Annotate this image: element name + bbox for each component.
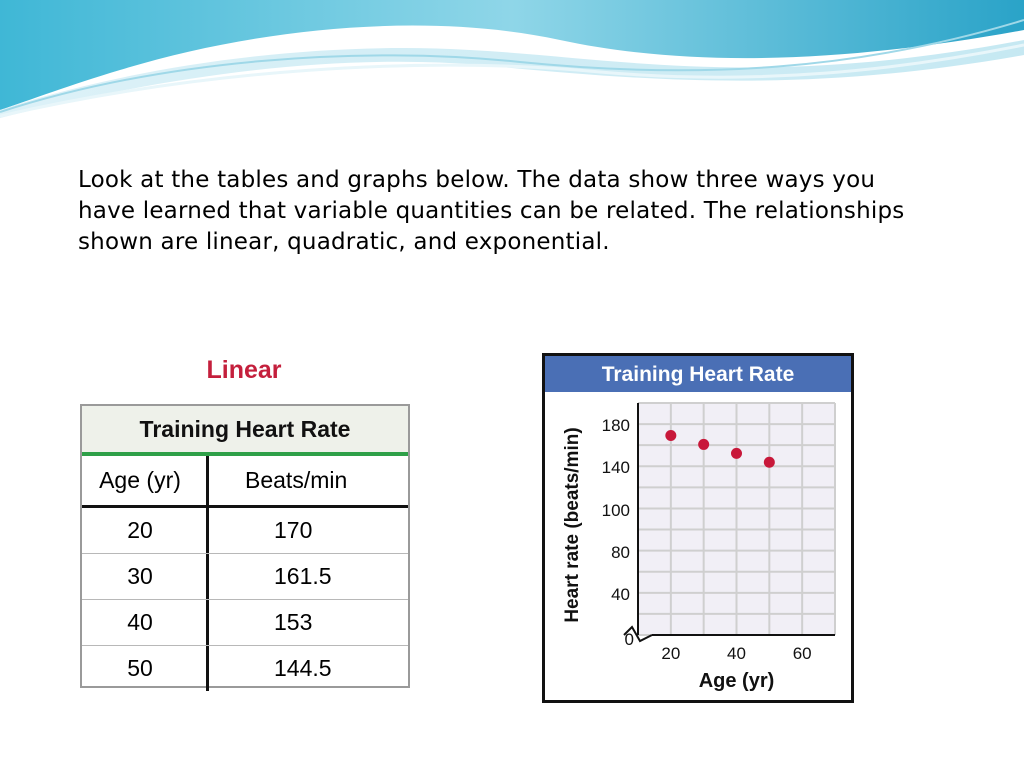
table-row (82, 646, 408, 691)
data-point (698, 439, 709, 450)
origin-label: 0 (624, 630, 634, 649)
table-row (82, 554, 408, 600)
x-axis-label: Age (yr) (698, 670, 775, 692)
table-title: Training Heart Rate (82, 406, 408, 456)
y-tick-label: 80 (611, 543, 630, 562)
beats-cell: 170 (274, 517, 313, 543)
linear-label: Linear (78, 350, 410, 398)
column-header-beats: Beats/min (245, 467, 348, 493)
age-cell: 20 (82, 508, 209, 553)
age-cell: 40 (82, 600, 209, 645)
heart-rate-table (80, 404, 410, 688)
beats-cell: 161.5 (274, 563, 332, 589)
y-tick-label: 180 (601, 416, 630, 435)
age-cell: 30 (82, 554, 209, 599)
x-tick-label: 40 (727, 644, 746, 663)
chart-title: Training Heart Rate (601, 363, 795, 386)
table-header-row (82, 456, 408, 508)
data-point (731, 448, 742, 459)
header-wave-decoration (0, 0, 1024, 120)
data-point (764, 457, 775, 468)
y-tick-label: 40 (611, 585, 630, 604)
column-header-age: Age (yr) (82, 456, 209, 505)
age-cell: 50 (82, 646, 209, 691)
table-row (82, 600, 408, 646)
y-tick-label: 100 (601, 501, 630, 520)
y-axis-label: Heart rate (beats/min) (562, 427, 583, 623)
table-row (82, 508, 408, 554)
beats-cell: 144.5 (274, 655, 332, 681)
x-tick-label: 60 (792, 644, 812, 663)
y-tick-label: 140 (601, 458, 630, 477)
heart-rate-chart (542, 353, 854, 703)
x-tick-label: 20 (661, 644, 681, 663)
intro-paragraph: Look at the tables and graphs below. The data show three ways you have learned that variable quantities can be related. The relationships shown are linear, quadratic, and exponential. (78, 167, 905, 255)
data-point (665, 430, 676, 441)
beats-cell: 153 (274, 609, 313, 635)
